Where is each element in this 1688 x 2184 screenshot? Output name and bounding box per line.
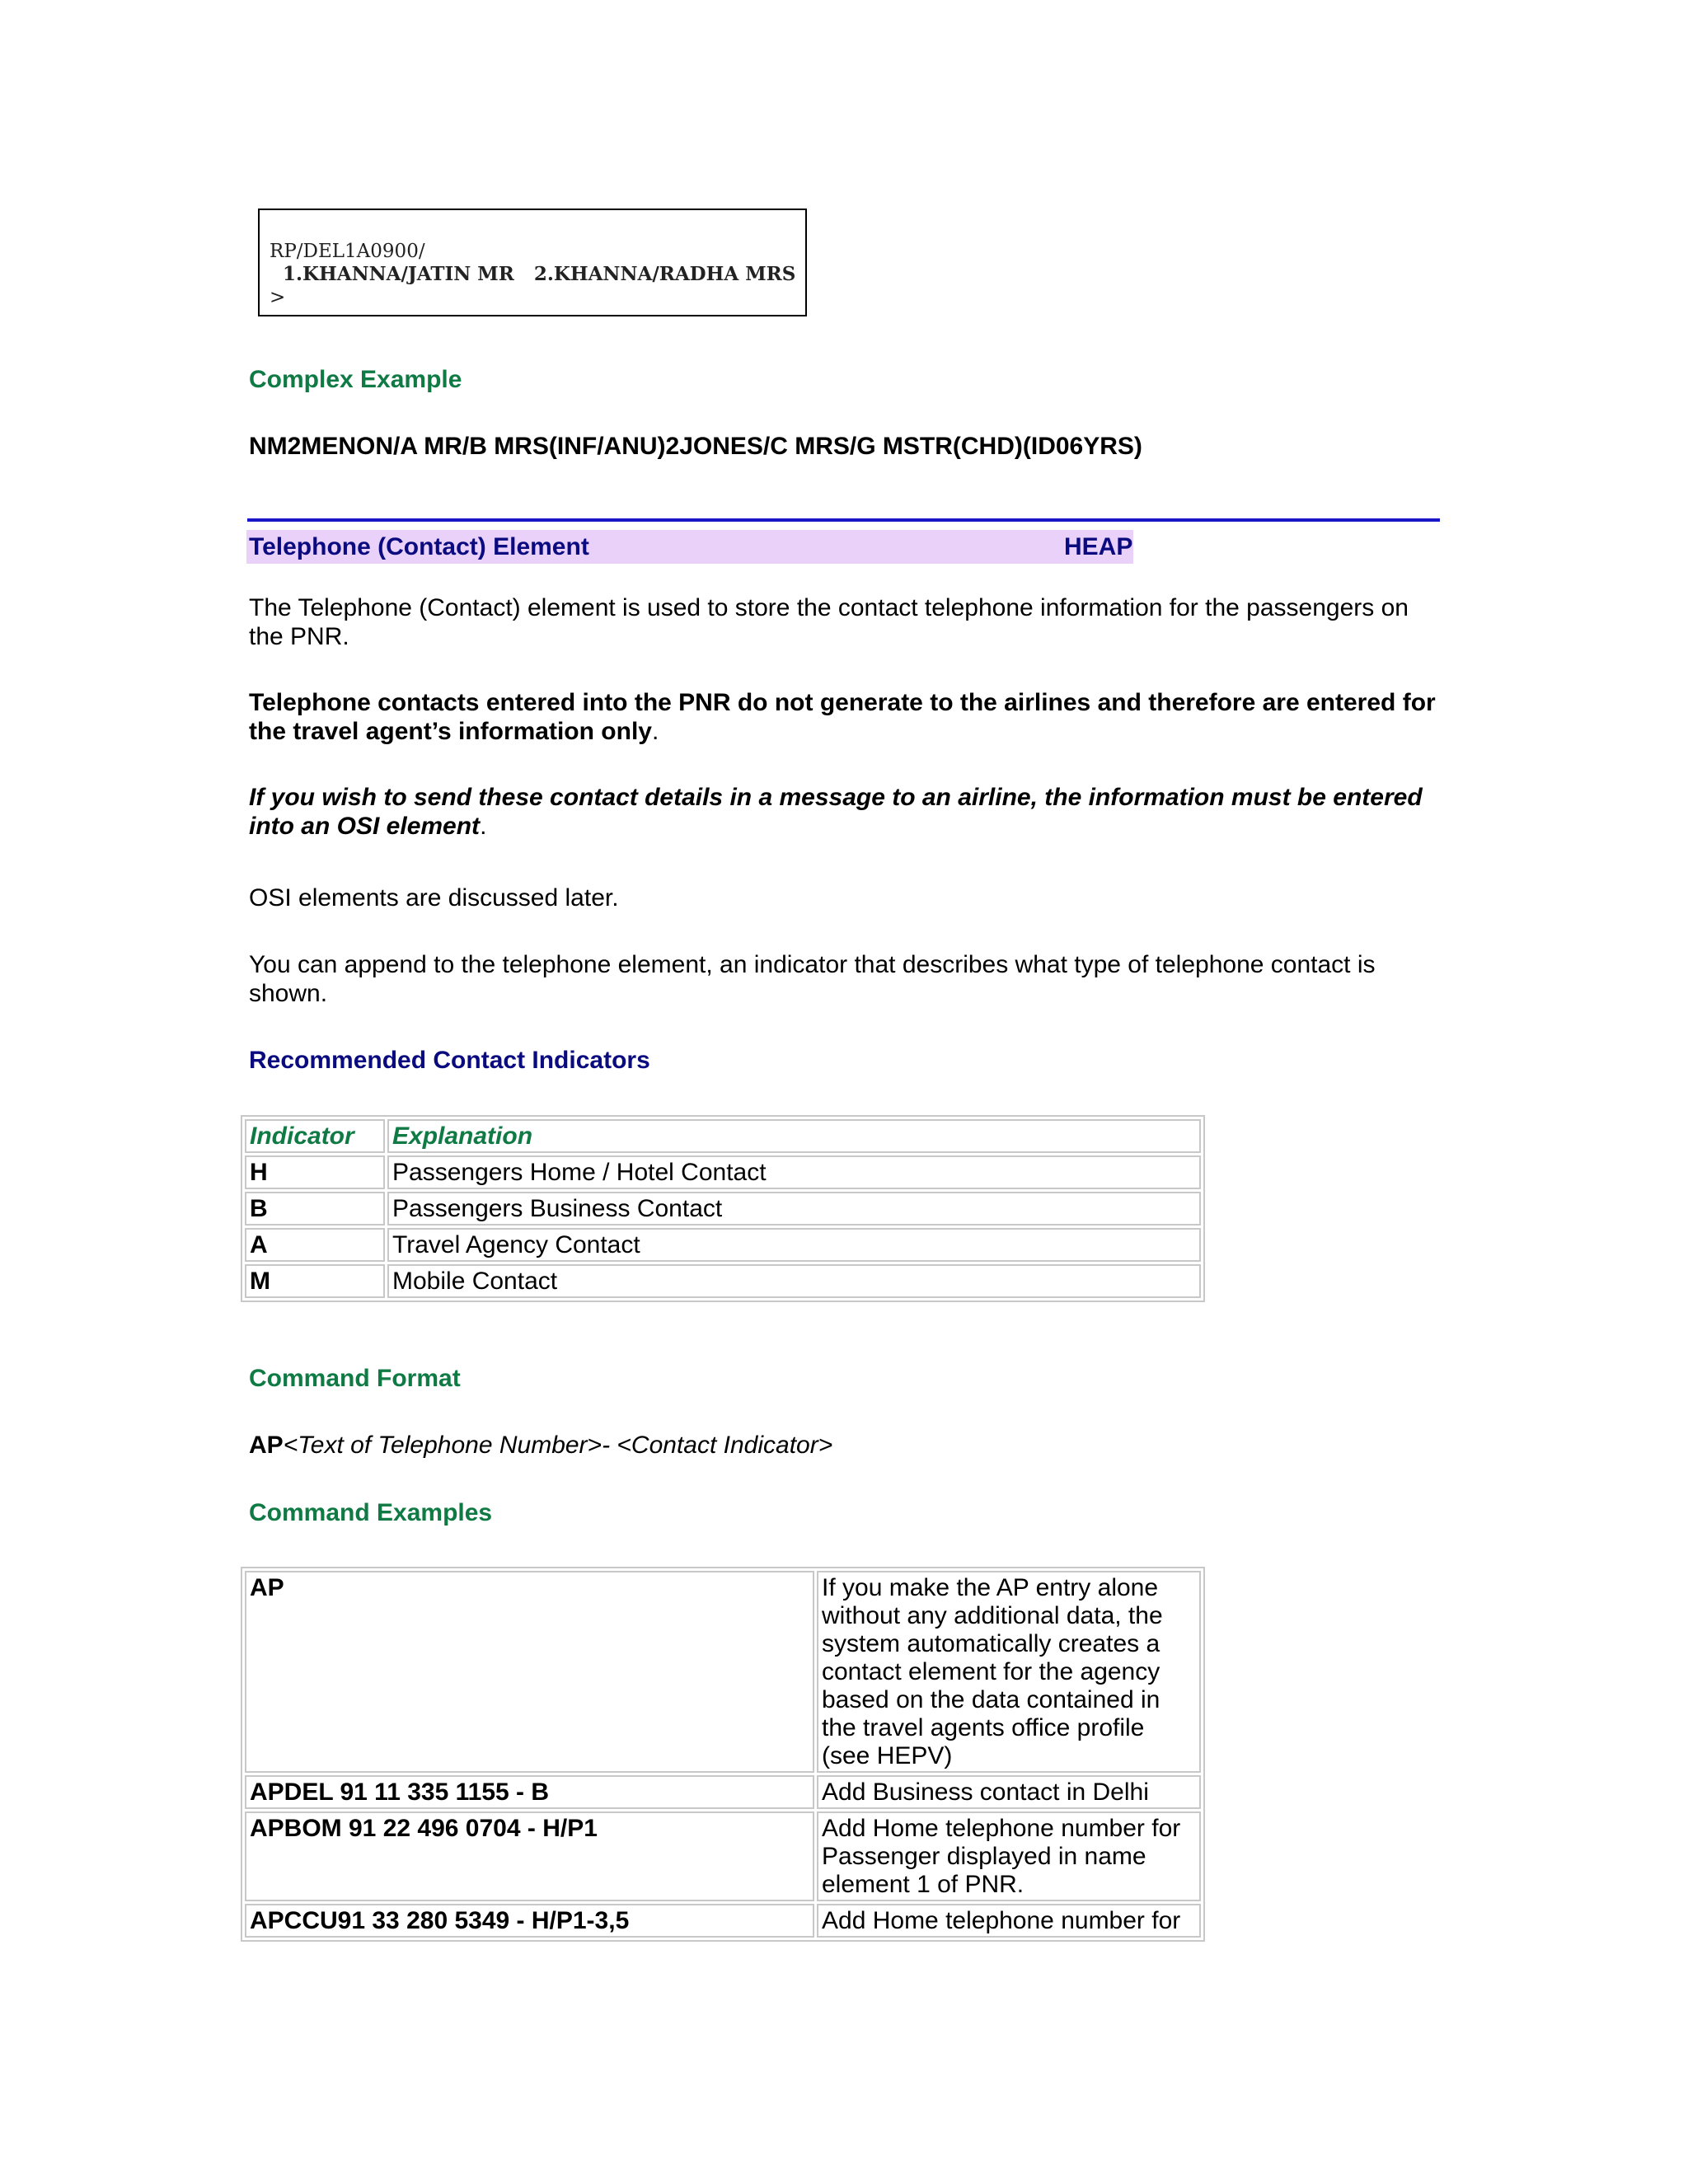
example-description: Add Home telephone number for xyxy=(817,1904,1201,1938)
table-row xyxy=(245,1228,1201,1262)
paragraph-osi-later: OSI elements are discussed later. xyxy=(249,884,619,912)
indicators-col-indicator: Indicator xyxy=(245,1119,385,1153)
example-command: APDEL 91 11 335 1155 - B xyxy=(245,1775,814,1809)
indicator-explanation: Travel Agency Contact xyxy=(387,1228,1201,1262)
paragraph-osi-note-text: If you wish to send these contact details in a message to an airline, the information must be entered into an OSI element xyxy=(249,784,1423,840)
section-divider xyxy=(247,518,1440,522)
terminal-prompt: > xyxy=(270,287,286,308)
command-format-syntax xyxy=(249,1431,1436,1460)
table-row xyxy=(245,1571,1201,1773)
paragraph-osi-note-end: . xyxy=(480,813,487,840)
paragraph-osi-note xyxy=(249,783,1436,841)
indicators-header-row xyxy=(245,1119,1201,1153)
terminal-line-1: RP/DEL1A0900/ xyxy=(270,241,425,262)
indicator-code: H xyxy=(245,1155,385,1189)
section-title: Telephone (Contact) Element xyxy=(249,533,589,560)
example-command: AP xyxy=(245,1571,814,1773)
section-code: HEAP xyxy=(1064,533,1133,560)
indicator-explanation: Passengers Home / Hotel Contact xyxy=(387,1155,1201,1189)
indicators-table xyxy=(241,1115,1205,1302)
paragraph-intro: The Telephone (Contact) element is used to store the contact telephone information for the passengers on the PNR. xyxy=(249,594,1409,650)
table-row xyxy=(245,1155,1201,1189)
indicator-code: M xyxy=(245,1264,385,1298)
command-format-prefix: AP xyxy=(249,1432,284,1459)
section-title-band xyxy=(246,530,1133,564)
command-examples-heading: Command Examples xyxy=(249,1499,493,1526)
table-row xyxy=(245,1904,1201,1938)
table-row xyxy=(245,1192,1201,1226)
indicator-explanation: Passengers Business Contact xyxy=(387,1192,1201,1226)
paragraph-notice-text: Telephone contacts entered into the PNR do not generate to the airlines and therefore are entered for the travel agent’s information only xyxy=(249,689,1436,745)
complex-example-command: NM2MENON/A MR/B MRS(INF/ANU)2JONES/C MRS/G MSTR(CHD)(ID06YRS) xyxy=(249,433,1142,460)
indicator-code: A xyxy=(245,1228,385,1262)
command-examples-table xyxy=(241,1567,1205,1942)
table-row xyxy=(245,1811,1201,1901)
indicator-explanation: Mobile Contact xyxy=(387,1264,1201,1298)
command-format-args: <Text of Telephone Number>- <Contact Indicator> xyxy=(283,1432,833,1459)
example-command: APBOM 91 22 496 0704 - H/P1 xyxy=(245,1811,814,1901)
terminal-display xyxy=(258,209,807,316)
command-format-heading: Command Format xyxy=(249,1365,461,1392)
example-description: If you make the AP entry alone without any additional data, the system automatically creates a contact element for the agency based on the data contained in the travel agents office profile (see HEPV) xyxy=(817,1571,1201,1773)
terminal-line-2: 1.KHANNA/JATIN MR 2.KHANNA/RADHA MRS xyxy=(270,263,796,285)
table-row xyxy=(245,1775,1201,1809)
example-command: APCCU91 33 280 5349 - H/P1-3,5 xyxy=(245,1904,814,1938)
table-row xyxy=(245,1264,1201,1298)
indicators-heading: Recommended Contact Indicators xyxy=(249,1047,650,1074)
paragraph-notice-end: . xyxy=(651,718,659,745)
complex-example-heading: Complex Example xyxy=(249,366,462,393)
paragraph-notice xyxy=(249,688,1436,746)
example-description: Add Home telephone number for Passenger displayed in name element 1 of PNR. xyxy=(817,1811,1201,1901)
example-description: Add Business contact in Delhi xyxy=(817,1775,1201,1809)
indicator-code: B xyxy=(245,1192,385,1226)
indicators-col-explanation: Explanation xyxy=(387,1119,1201,1153)
paragraph-append-indicator: You can append to the telephone element, an indicator that describes what type of telephone contact is shown. xyxy=(249,951,1376,1007)
